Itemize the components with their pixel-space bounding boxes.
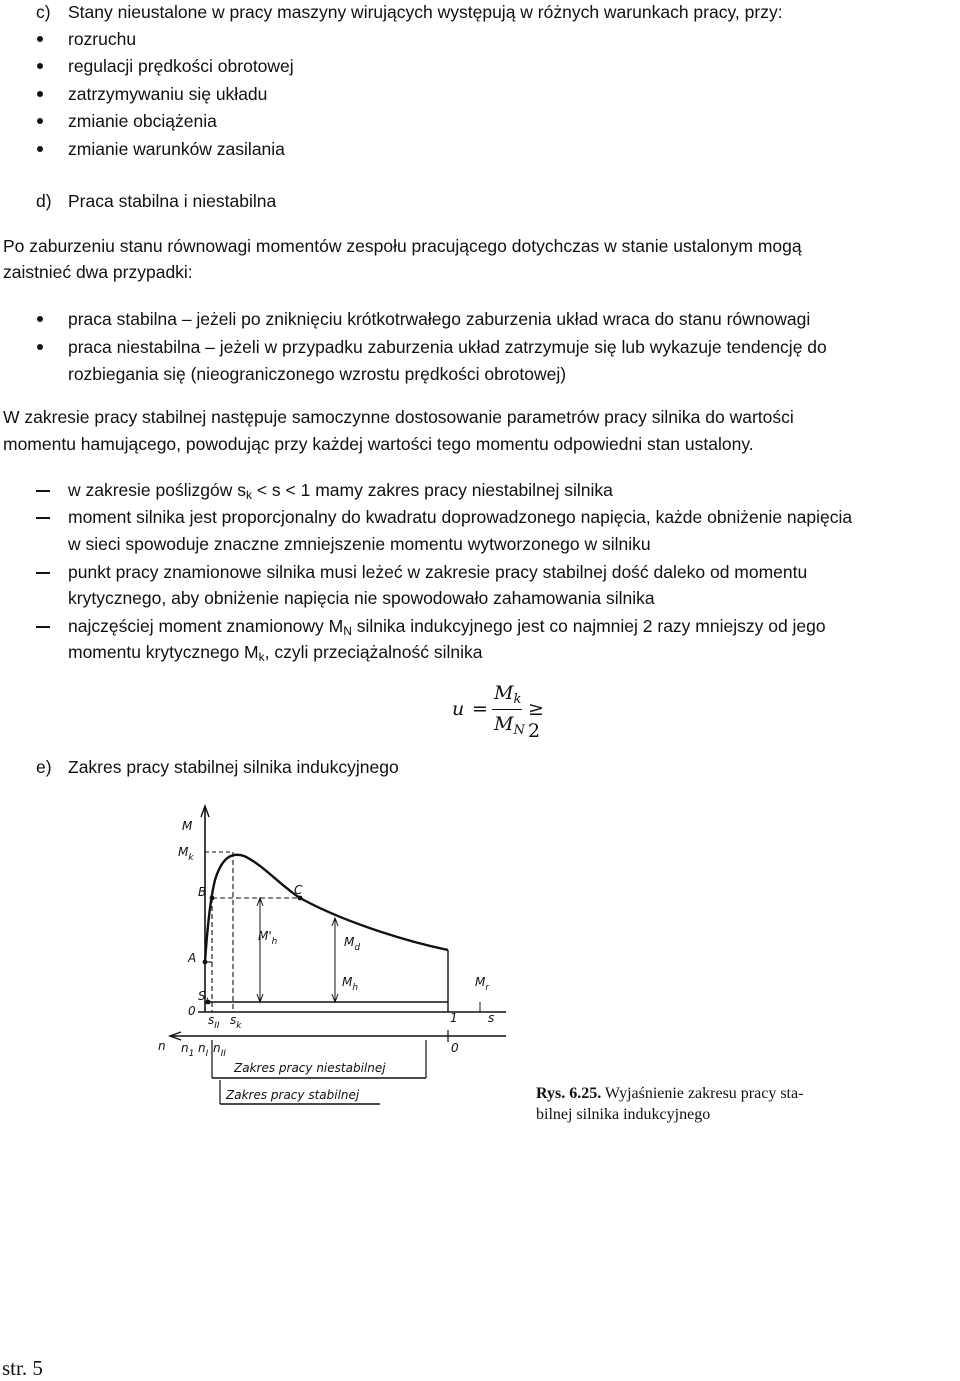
section-e-heading: Zakres pracy stabilnej silnika indukcyjnego: [68, 757, 399, 777]
dash-item-continuation: momentu krytycznego $M_k$, czyli przeciążalność silnika: [68, 642, 483, 664]
point-b: [210, 896, 215, 901]
list-item-continuation: rozbiegania się (nieograniczonego wzrostu prędkości obrotowej): [68, 364, 567, 384]
formula-equals: =: [472, 698, 488, 720]
label-zero: 0: [188, 1004, 196, 1018]
section-d-marker: d): [36, 191, 52, 211]
label-md: $M_d$: [344, 935, 361, 953]
list-item: regulacji prędkości obrotowej: [68, 56, 294, 76]
label-n-axis: n: [158, 1039, 166, 1053]
figure-caption: Rys. 6.25. Wyjaśnienie zakresu pracy sta- bilnej silnika indukcyjnego: [536, 1085, 804, 1123]
label-a: A: [188, 951, 197, 965]
section-e-marker: e): [36, 757, 52, 777]
dash-item: punkt pracy znamionowe silnika musi leżeć w zakresie pracy stabilnej dość daleko od momentu: [68, 562, 808, 582]
list-item: zmianie obciążenia: [68, 111, 217, 131]
label-b: B: [198, 885, 207, 899]
formula-numerator: $M_k$: [494, 682, 522, 707]
paragraph-line: W zakresie pracy stabilnej następuje samoczynne dostosowanie parametrów pracy silnika do wartości: [3, 407, 794, 427]
label-stable-range: Zakres pracy stabilnej: [226, 1088, 360, 1102]
label-s-axis: s: [488, 1011, 495, 1025]
label-sII: $s_{II}$: [208, 1013, 220, 1031]
label-m: M: [182, 819, 193, 833]
list-item: rozruchu: [68, 29, 137, 49]
label-one: 1: [450, 1011, 458, 1025]
section-c-heading: Stany nieustalone w pracy maszyny wirujących występują w różnych warunkach pracy, przy:: [68, 2, 783, 22]
label-mh-prime: $M'_h$: [258, 929, 278, 947]
point-a: [203, 960, 208, 965]
label-mr: $M_r$: [475, 975, 490, 993]
motor-torque-curve: [205, 855, 448, 962]
paragraph-line: Po zaburzeniu stanu równowagi momentów zespołu pracującego dotychczas w stanie ustalonym mogą: [3, 236, 802, 256]
label-s1: $S_I$: [198, 989, 209, 1007]
list-item: zatrzymywaniu się układu: [68, 84, 268, 104]
label-nI: $n_I$: [198, 1041, 209, 1059]
formula-denominator: $M_N$: [494, 713, 525, 738]
dash-item: najczęściej moment znamionowy $M_N$ silnika indukcyjnego jest co najmniej 2 razy mniejszy od jego: [68, 616, 826, 638]
dash-item-continuation: krytycznego, aby obniżenie napięcia nie spowodowało zahamowania silnika: [68, 588, 655, 608]
section-c-marker: c): [36, 2, 51, 22]
label-n-zero: 0: [451, 1041, 459, 1055]
label-c: C: [294, 883, 303, 897]
label-sk: $s_k$: [230, 1013, 242, 1031]
dash-item: moment silnika jest proporcjonalny do kwadratu doprowadzonego napięcia, każde obniżenie napięcia: [68, 507, 853, 527]
paragraph-line: momentu hamującego, powodując przy każdej wartości tego momentu odpowiedni stan ustalony.: [3, 434, 754, 454]
formula-lhs: u: [452, 698, 465, 720]
label-nII: $n_{II}$: [213, 1041, 226, 1059]
dash-item-continuation: w sieci spowoduje znaczne zmniejszenie momentu wytworzonego w silniku: [68, 534, 651, 554]
label-unstable-range: Zakres pracy niestabilnej: [234, 1061, 386, 1075]
label-mh: $M_h$: [342, 975, 359, 993]
page-number: str. 5: [2, 1356, 43, 1380]
formula-rhs: ≥ 2: [528, 698, 544, 742]
list-item: praca niestabilna – jeżeli w przypadku zaburzenia układ zatrzymuje się lub wykazuje tendencję do: [68, 337, 827, 357]
list-item: zmianie warunków zasilania: [68, 139, 285, 159]
label-mk: $M_k$: [178, 845, 194, 863]
paragraph-line: zaistnieć dwa przypadki:: [3, 262, 193, 282]
section-d-heading: Praca stabilna i niestabilna: [68, 191, 277, 211]
dash-item: w zakresie poślizgów $s_k < s < 1$ mamy zakres pracy niestabilnej silnika: [68, 480, 613, 502]
label-n1: $n_1$: [181, 1041, 195, 1059]
list-item: praca stabilna – jeżeli po zniknięciu krótkotrwałego zaburzenia układ wraca do stanu równowagi: [68, 309, 811, 329]
